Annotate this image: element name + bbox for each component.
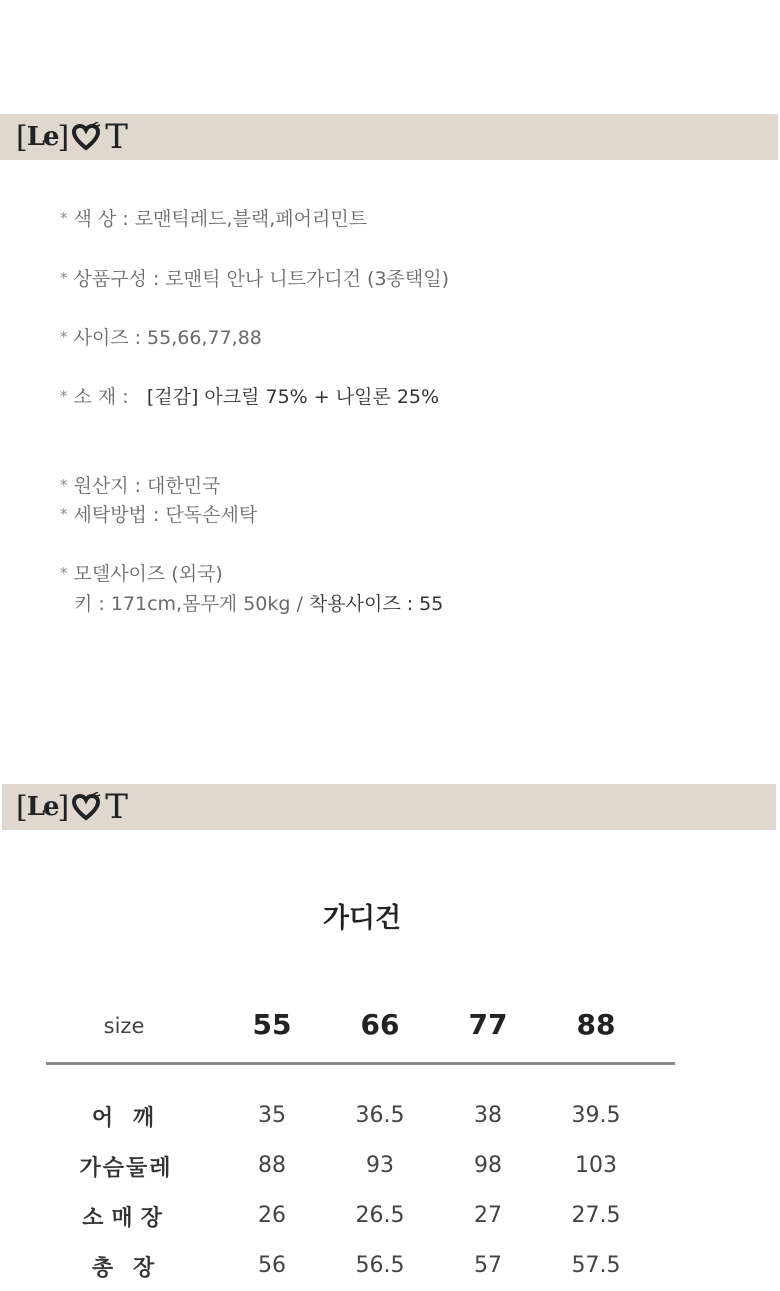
size-header-value: 55 (252, 1008, 292, 1041)
table-divider (46, 1062, 675, 1065)
heart-icon (71, 792, 101, 822)
table-cell: 57 (474, 1253, 502, 1278)
table-cell: 93 (366, 1153, 394, 1178)
logo-bracket-open: [ (16, 789, 27, 825)
row-label: 가슴둘레 (79, 1156, 173, 1181)
brand-logo (16, 118, 128, 156)
row-label: 어 깨 (91, 1106, 161, 1131)
size-header-value: 66 (360, 1008, 400, 1041)
table-row (0, 1201, 780, 1241)
info-model-title (60, 559, 223, 586)
table-cell: 38 (474, 1103, 502, 1128)
info-origin-text: 원산지 : 대한민국 (73, 475, 221, 497)
logo-bracket-open: [ (16, 119, 27, 155)
info-washing-text: 세탁방법 : 단독손세탁 (73, 504, 258, 526)
bullet-icon: * (60, 505, 68, 523)
brand-banner-top (0, 114, 778, 160)
info-model-fit-size: 착용사이즈 : 55 (308, 593, 444, 615)
table-row (0, 1101, 780, 1141)
bullet-icon: * (60, 387, 68, 405)
table-cell: 27 (474, 1203, 502, 1228)
bullet-icon: * (60, 564, 68, 582)
brand-logo (16, 788, 128, 826)
info-material-label: 소 재 : (73, 386, 129, 408)
bullet-icon: * (60, 209, 68, 227)
logo-bracket-close: ] (57, 119, 69, 155)
table-row (0, 1151, 780, 1191)
logo-t: T (105, 787, 128, 827)
table-row (0, 1251, 780, 1291)
info-model-detail (74, 589, 443, 616)
logo-le: Le (26, 122, 58, 152)
info-washing (60, 500, 257, 527)
table-cell: 98 (474, 1153, 502, 1178)
table-cell: 56.5 (355, 1253, 405, 1278)
info-model-title-text: 모델사이즈 (외국) (73, 563, 223, 585)
bullet-icon: * (60, 328, 68, 346)
bullet-icon: * (60, 269, 68, 287)
info-origin (60, 471, 220, 498)
row-label: 소매장 (82, 1206, 170, 1231)
info-color (60, 204, 367, 231)
table-cell: 88 (258, 1153, 286, 1178)
table-cell: 103 (575, 1153, 617, 1178)
table-cell: 36.5 (355, 1103, 405, 1128)
table-cell: 57.5 (571, 1253, 621, 1278)
table-cell: 26 (258, 1203, 286, 1228)
info-sizes (60, 323, 262, 350)
size-header-value: 88 (576, 1008, 616, 1041)
logo-bracket-close: ] (57, 789, 69, 825)
size-table-title: 가디건 (322, 903, 402, 934)
size-table-header (0, 1008, 780, 1048)
table-cell: 56 (258, 1253, 286, 1278)
size-header-value: 77 (468, 1008, 508, 1041)
info-composition-text: 상품구성 : 로맨틱 안나 니트가디건 (3종택일) (73, 268, 450, 290)
brand-banner-bottom (2, 784, 776, 830)
size-header-label: size (103, 1014, 145, 1038)
bullet-icon: * (60, 476, 68, 494)
table-cell: 35 (258, 1103, 286, 1128)
table-cell: 27.5 (571, 1203, 621, 1228)
row-label: 총 장 (91, 1256, 161, 1281)
logo-t: T (105, 117, 128, 157)
info-material (60, 382, 439, 409)
table-cell: 26.5 (355, 1203, 405, 1228)
info-material-value: [겉감] 아크릴 75% + 나일론 25% (146, 386, 440, 408)
info-sizes-text: 사이즈 : 55,66,77,88 (73, 327, 262, 349)
info-color-text: 색 상 : 로맨틱레드,블랙,페어리민트 (73, 208, 368, 230)
info-composition (60, 264, 449, 291)
logo-le: Le (26, 792, 58, 822)
info-model-detail-text: 키 : 171cm,몸무게 50kg / (74, 593, 309, 615)
table-cell: 39.5 (571, 1103, 621, 1128)
heart-icon (71, 122, 101, 152)
